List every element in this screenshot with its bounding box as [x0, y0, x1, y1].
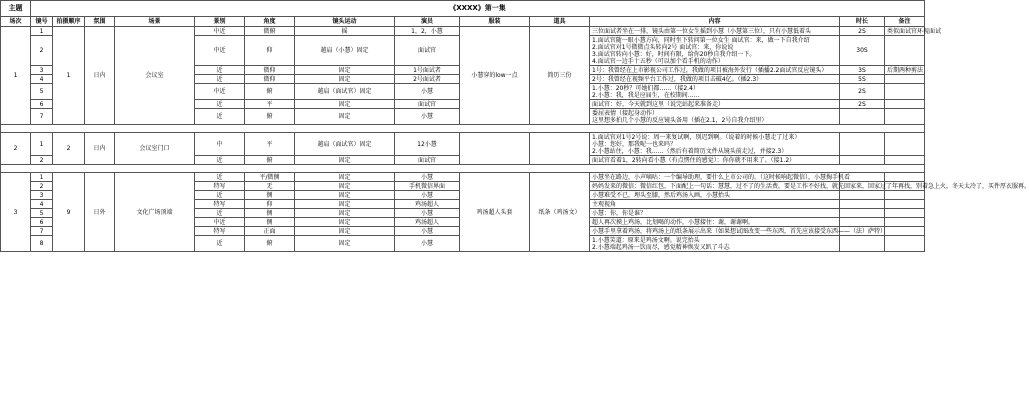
shot-number-cell[interactable]: 6 [31, 218, 53, 227]
actor-cell[interactable]: 小慧 [395, 109, 460, 125]
note-cell[interactable] [885, 227, 925, 236]
duration-cell[interactable]: 2S [840, 100, 885, 109]
content-line: 超人再次摸上鸡汤，比划喝的动作，小慧接住：谢，谢谢啊。 [592, 218, 755, 226]
content-cell[interactable] [590, 218, 840, 227]
actor-cell[interactable]: 2号面试者 [395, 75, 460, 84]
camera-move-cell[interactable]: 越肩（面试官）固定 [295, 84, 395, 100]
column-header[interactable]: 氛围 [85, 17, 115, 27]
content-cell[interactable] [590, 191, 840, 200]
actor-cell[interactable]: 鸡汤超人 [395, 200, 460, 209]
shot-size-cell[interactable]: 近 [195, 100, 245, 109]
shot-size-cell[interactable]: 近 [195, 209, 245, 218]
header-row [1, 17, 925, 27]
camera-move-cell[interactable]: 固定 [295, 75, 395, 84]
note-cell[interactable] [885, 156, 925, 165]
shot-size-cell[interactable]: 近 [195, 109, 245, 125]
content-line: 2.小慧站住，小慧：我……（然后有着简历文件从镜头前走过，并接2.3） [592, 147, 788, 155]
content-line: 1.小慧笑道：原来是鸡汤文啊。说完抬头 [592, 236, 700, 244]
angle-cell[interactable]: 仰 [245, 200, 295, 209]
duration-cell[interactable] [840, 133, 885, 156]
duration-cell[interactable]: 30S [840, 36, 885, 66]
camera-move-cell[interactable]: 固定 [295, 218, 395, 227]
shot-size-cell[interactable]: 近 [195, 236, 245, 252]
shot-number-cell[interactable]: 8 [31, 236, 53, 252]
scene-number-cell[interactable]: 2 [1, 133, 31, 165]
camera-move-cell[interactable]: 固定 [295, 109, 395, 125]
camera-move-cell[interactable]: 固定 [295, 227, 395, 236]
note-cell[interactable] [885, 36, 925, 66]
content-line: 1.面试官对1号2号说：周一来复试啊，别迟到啊。（说着的时候小慧走了过来） [592, 133, 801, 141]
mood-cell[interactable]: 日内 [85, 133, 115, 165]
shot-size-cell[interactable]: 特写 [195, 182, 245, 191]
title-row [1, 1, 925, 17]
duration-cell[interactable] [840, 236, 885, 252]
shooting-order-cell[interactable]: 9 [53, 173, 85, 252]
content-line: 面试官看着1，2转向看小慧（有点愣住的感觉）：你你就不用来了。（接1.2） [592, 156, 796, 164]
angle-cell[interactable]: 正面 [245, 227, 295, 236]
content-cell[interactable] [590, 27, 840, 36]
duration-cell[interactable] [840, 209, 885, 218]
note-cell[interactable] [885, 75, 925, 84]
shot-size-cell[interactable]: 近 [195, 173, 245, 182]
duration-cell[interactable]: 2S [840, 27, 885, 36]
content-line: 2.小慧端起鸡汤一饮而尽，感觉精神焕发又趴了斗志 [592, 243, 730, 251]
shot-number-cell[interactable]: 3 [31, 191, 53, 200]
note-cell[interactable] [885, 84, 925, 100]
angle-cell[interactable]: 俯 [245, 109, 295, 125]
shot-number-cell[interactable]: 1 [31, 27, 53, 36]
actor-cell[interactable]: 面试官 [395, 100, 460, 109]
duration-cell[interactable]: 3S [840, 66, 885, 75]
table-row [1, 27, 925, 36]
actor-cell[interactable]: 12小慧 [395, 133, 460, 156]
note-cell[interactable] [885, 209, 925, 218]
column-header[interactable]: 演员 [395, 17, 460, 27]
content-cell[interactable] [590, 84, 840, 100]
shot-size-cell[interactable]: 中近 [195, 36, 245, 66]
column-header[interactable]: 服装 [460, 17, 530, 27]
costume-cell[interactable]: 鸡汤超人头套 [460, 173, 530, 252]
note-cell[interactable] [885, 191, 925, 200]
spacer-cell [1, 165, 925, 173]
content-cell[interactable] [590, 36, 840, 66]
column-header[interactable]: 备注 [885, 17, 925, 27]
content-cell[interactable] [590, 200, 840, 209]
content-line: 小慧难受不已，埋头至膝，然后鸡汤入画，小慧抬头 [592, 191, 731, 199]
shot-number-cell[interactable]: 2 [31, 182, 53, 191]
content-line: 妈妈发来的微信：微信红包，下面配上一句话：慧慧，过不了的生活费，要是工作不好找，就先回家来，回家过了年再找，别着急上火，冬天太冷了，买件厚衣服再。 [592, 182, 1030, 190]
content-line: 委屈表情（接起身动作） [592, 109, 659, 117]
column-header[interactable]: 景别 [195, 17, 245, 27]
table-row [1, 173, 925, 182]
angle-cell[interactable]: 微仰 [245, 66, 295, 75]
content-line: 面试官：好，今天就到这里（说完站起来准备走） [592, 100, 725, 108]
shot-size-cell[interactable]: 中 [195, 133, 245, 156]
shot-number-cell[interactable]: 3 [31, 66, 53, 75]
angle-cell[interactable]: 侧 [245, 209, 295, 218]
note-cell[interactable] [885, 133, 925, 156]
shot-number-cell[interactable]: 7 [31, 109, 53, 125]
content-cell[interactable] [590, 75, 840, 84]
spacer-row [1, 165, 925, 173]
content-line: 三位面试者坐在一排，镜头由第一位女生摇到小慧（小慧第三位），只有小慧低着头 [592, 27, 812, 35]
duration-cell[interactable] [840, 200, 885, 209]
camera-move-cell[interactable]: 固定 [295, 236, 395, 252]
content-cell[interactable] [590, 133, 840, 156]
angle-cell[interactable]: 微俯 [245, 27, 295, 36]
actor-cell[interactable]: 1号面试者 [395, 66, 460, 75]
shooting-order-cell[interactable]: 1 [53, 27, 85, 125]
actor-cell[interactable]: 1，2，小慧 [395, 27, 460, 36]
angle-cell[interactable]: 平 [245, 133, 295, 156]
content-line: 小慧坐在路边，小声嘀咕：一个编导助理，要什么上市公司的。（这时候响起微信），小慧掏手机看 [592, 173, 851, 181]
duration-cell[interactable] [840, 156, 885, 165]
note-cell[interactable] [885, 173, 925, 182]
angle-cell[interactable]: 平 [245, 100, 295, 109]
spacer-cell [1, 125, 925, 133]
content-line: 小慧：你，你是谁？ [592, 209, 647, 217]
content-line: 3.面试官转向小慧：好，时间有限，给你20秒自我介绍一下。 [592, 50, 756, 58]
scene-number-cell[interactable]: 3 [1, 173, 31, 252]
shot-size-cell[interactable]: 近 [195, 191, 245, 200]
shot-number-cell[interactable]: 5 [31, 209, 53, 218]
content-line: 主观视角 [592, 200, 617, 208]
shot-size-cell[interactable]: 近 [195, 156, 245, 165]
note-cell[interactable]: 类似面试官环视面试 [885, 27, 925, 36]
camera-move-cell[interactable]: 固定 [295, 66, 395, 75]
content-cell[interactable] [590, 236, 840, 252]
corner-label[interactable]: 主题 [1, 1, 31, 17]
column-header[interactable]: 镜号 [31, 17, 53, 27]
note-cell[interactable] [885, 109, 925, 125]
actor-cell[interactable]: 手机微信界面 [395, 182, 460, 191]
camera-move-cell[interactable]: 固定 [295, 100, 395, 109]
note-cell[interactable] [885, 200, 925, 209]
prop-cell[interactable]: 纸条（鸡汤文） [530, 173, 590, 252]
camera-move-cell[interactable]: 固定 [295, 209, 395, 218]
camera-move-cell[interactable]: 摇 [295, 27, 395, 36]
column-header[interactable]: 角度 [245, 17, 295, 27]
angle-cell[interactable]: 俯 [245, 156, 295, 165]
column-header[interactable]: 内容 [590, 17, 840, 27]
camera-move-cell[interactable]: 固定 [295, 182, 395, 191]
angle-cell[interactable]: 俯 [245, 84, 295, 100]
column-header[interactable]: 道具 [530, 17, 590, 27]
shot-number-cell[interactable]: 4 [31, 75, 53, 84]
actor-cell[interactable]: 鸡汤超人 [395, 218, 460, 227]
angle-cell[interactable]: 无 [245, 182, 295, 191]
actor-cell[interactable]: 小慧 [395, 227, 460, 236]
content-cell[interactable] [590, 227, 887, 236]
actor-cell[interactable]: 小慧 [395, 173, 460, 182]
shot-number-cell[interactable]: 1 [31, 133, 53, 156]
costume-cell[interactable]: 小慧穿的low一点 [460, 27, 530, 125]
actor-cell[interactable]: 小慧 [395, 236, 460, 252]
camera-move-cell[interactable]: 固定 [295, 200, 395, 209]
spacer-row [1, 125, 925, 133]
shot-size-cell[interactable]: 特写 [195, 200, 245, 209]
content-cell[interactable] [590, 109, 840, 125]
content-line: 小慧：您好，那我呢一也来吗？ [592, 140, 677, 148]
camera-move-cell[interactable]: 越肩（小慧）固定 [295, 36, 395, 66]
shot-number-cell[interactable]: 5 [31, 84, 53, 100]
shot-number-cell[interactable]: 7 [31, 227, 53, 236]
location-cell[interactable]: 会议室门口 [115, 133, 195, 165]
shot-size-cell[interactable]: 特写 [195, 227, 245, 236]
content-line: 1.小慧：20秒？可她们都……（接2.4） [592, 84, 699, 92]
location-cell[interactable]: 文化广场顶端 [115, 173, 195, 252]
content-cell[interactable] [590, 209, 840, 218]
content-line: 2号：我曾经在视频平台工作过，我做的项目击破4亿。（插2.3） [592, 75, 763, 83]
shot-size-cell[interactable]: 近 [195, 75, 245, 84]
note-cell[interactable] [885, 100, 925, 109]
actor-cell[interactable]: 面试官 [395, 156, 460, 165]
column-header[interactable]: 镜头运动 [295, 17, 395, 27]
camera-move-cell[interactable]: 越肩（面试官）固定 [295, 133, 395, 156]
shot-size-cell[interactable]: 近 [195, 66, 245, 75]
content-cell[interactable] [590, 100, 840, 109]
actor-cell[interactable]: 小慧 [395, 209, 460, 218]
camera-move-cell[interactable]: 固定 [295, 191, 395, 200]
shot-size-cell[interactable]: 中近 [195, 84, 245, 100]
note-cell[interactable] [885, 218, 925, 227]
shot-number-cell[interactable]: 2 [31, 36, 53, 66]
content-line: 2.面试官对1号微微点头转向2号 面试官：来，你说说 [592, 43, 734, 51]
angle-cell[interactable]: 仰 [245, 36, 295, 66]
angle-cell[interactable]: 侧 [245, 218, 295, 227]
shot-number-cell[interactable]: 4 [31, 200, 53, 209]
location-cell[interactable]: 会议室 [115, 27, 195, 125]
duration-cell[interactable]: 2S [840, 84, 885, 100]
content-line: 4.面试官一边手十五秒（可以加个看手机的动作） [592, 57, 724, 65]
table-row [1, 133, 925, 156]
note-cell[interactable]: 后期两种剪法 [885, 66, 925, 75]
column-header[interactable]: 拍摄顺序 [53, 17, 85, 27]
content-line: 小慧手里拿着鸡汤，将鸡汤上的纸条展示出来（如果想试图改变一些东西，首先应该接受东西——（法）萨特） [592, 227, 887, 235]
actor-cell[interactable]: 小慧 [395, 84, 460, 100]
content-cell[interactable] [590, 182, 1030, 191]
sheet-title[interactable]: 《XXXX》第一集 [31, 1, 925, 17]
content-line: 1号：我曾经在上市影视公司工作过，我做的项目被海外发行（插播2.2面试官反应镜头） [592, 66, 828, 74]
camera-move-cell[interactable]: 固定 [295, 173, 395, 182]
angle-cell[interactable]: 侧 [245, 191, 295, 200]
angle-cell[interactable]: 平/微侧 [245, 173, 295, 182]
content-line: 1.面试官随一眼小慧方向，同时坐下转问第一位女生 面试官：来，做一下自我介绍 [592, 36, 810, 44]
content-cell[interactable] [590, 156, 840, 165]
content-cell[interactable] [590, 173, 851, 182]
prop-cell[interactable] [530, 133, 590, 165]
duration-cell[interactable] [840, 191, 885, 200]
content-line: 2.小慧：我，我是应届生，在校期间…… [592, 91, 700, 99]
content-line: 这里想多拍几个小慧的反应镜头备用（插在2.1，2号自我介绍里） [592, 116, 768, 124]
duration-cell[interactable]: 5S [840, 75, 885, 84]
scene-number-cell[interactable]: 1 [1, 27, 31, 125]
column-header[interactable]: 场次 [1, 17, 31, 27]
angle-cell[interactable]: 微仰 [245, 75, 295, 84]
shot-number-cell[interactable]: 1 [31, 173, 53, 182]
prop-cell[interactable]: 简历三份 [530, 27, 590, 125]
actor-cell[interactable]: 面试官 [395, 36, 460, 66]
shot-size-cell[interactable]: 中近 [195, 27, 245, 36]
note-cell[interactable] [885, 236, 925, 252]
column-header[interactable]: 场景 [115, 17, 195, 27]
shot-number-cell[interactable]: 2 [31, 156, 53, 165]
actor-cell[interactable]: 小慧 [395, 191, 460, 200]
shot-number-cell[interactable]: 6 [31, 100, 53, 109]
mood-cell[interactable]: 日内 [85, 27, 115, 125]
column-header[interactable]: 时长 [840, 17, 885, 27]
duration-cell[interactable] [840, 109, 885, 125]
content-cell[interactable] [590, 66, 840, 75]
camera-move-cell[interactable]: 固定 [295, 156, 395, 165]
shot-size-cell[interactable]: 中近 [195, 218, 245, 227]
mood-cell[interactable]: 日外 [85, 173, 115, 252]
shooting-order-cell[interactable]: 2 [53, 133, 85, 165]
angle-cell[interactable]: 俯 [245, 236, 295, 252]
costume-cell[interactable] [460, 133, 530, 165]
duration-cell[interactable] [840, 218, 885, 227]
